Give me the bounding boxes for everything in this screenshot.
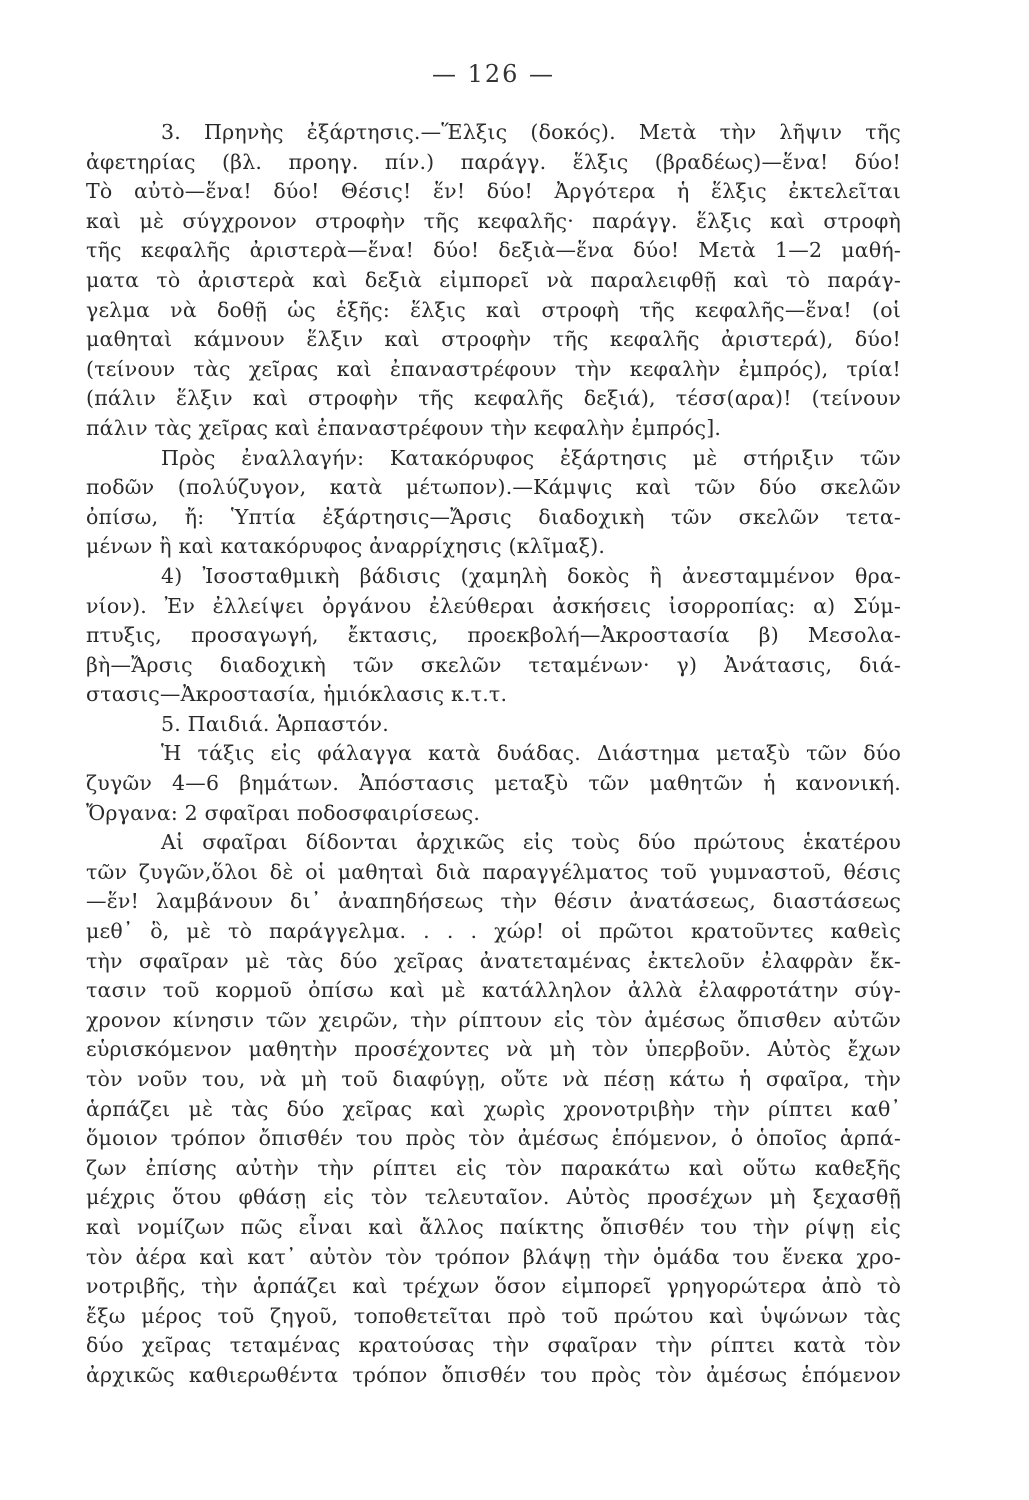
text-line: τῶν ζυγῶν,ὅλοι δὲ οἱ μαθηταὶ διὰ παραγγέλματος τοῦ γυμναστοῦ, θέσις [86, 859, 901, 884]
text-line: ὅμοιον τρόπον ὄπισθέν του πρὸς τὸν ἀμέσως ἑπόμενον, ὁ ὁποῖος ἁρπά- [86, 1126, 901, 1151]
text-line: ὀπίσω, ἤ: Ὑπτία ἐξάρτησις—Ἄρσις διαδοχικὴ τῶν σκελῶν τετα- [86, 504, 901, 529]
text-line: ματα τὸ ἀριστερὰ καὶ δεξιὰ εἰμπορεῖ νὰ παραλειφθῇ καὶ τὸ παράγ- [86, 267, 901, 292]
text-line: μέχρις ὅτου φθάσῃ εἰς τὸν τελευταῖον. Αὐτὸς προσέχων μὴ ξεχασθῇ [86, 1185, 901, 1210]
text-line: 4) Ἰσοσταθμικὴ βάδισις (χαμηλὴ δοκὸς ἢ ἀνεσταμμένον θρα- [161, 563, 901, 588]
text-line: γελμα νὰ δοθῇ ὡς ἑξῆς: ἕλξις καὶ στροφὴ τῆς κεφαλῆς—ἕνα! (οἱ [86, 297, 901, 322]
text-line: 5. Παιδιά. Ἁρπαστόν. [161, 711, 389, 736]
text-line: χρονον κίνησιν τῶν χειρῶν, τὴν ρίπτουν εἰς τὸν ἀμέσως ὄπισθεν αὐτῶν [86, 1007, 901, 1032]
text-line: τὸν ἀέρα καὶ κατ᾽ αὐτὸν τὸν τρόπον βλάψῃ τὴν ὁμάδα του ἕνεκα χρο- [86, 1244, 901, 1269]
text-line: μένων ἢ καὶ κατακόρυφος ἀναρρίχησις (κλῖμαξ). [86, 534, 606, 559]
text-line: στασις—Ἀκροστασία, ἡμιόκλασις κ.τ.τ. [86, 682, 508, 707]
text-line: τὴν σφαῖραν μὲ τὰς δύο χεῖρας ἀνατεταμένας ἐκτελοῦν ἐλαφρὰν ἔκ- [86, 948, 901, 973]
text-line: τὸν νοῦν του, νὰ μὴ τοῦ διαφύγῃ, οὔτε νὰ πέσῃ κάτω ἡ σφαῖρα, τὴν [86, 1067, 901, 1091]
text-line: μεθ᾽ ὃ, μὲ τὸ παράγγελμα. . . . χώρ! οἱ πρῶτοι κρατοῦντες καθεὶς [86, 919, 901, 944]
body-text [86, 118, 901, 1391]
text-line: μαθηταὶ κάμνουν ἕλξιν καὶ στροφὴν τῆς κεφαλῆς ἀριστερά), δύο! [86, 327, 901, 352]
text-line: Τὸ αὐτὸ—ἕνα! δύο! Θέσις! ἕν! δύο! Ἀργότερα ἡ ἕλξις ἐκτελεῖται [86, 179, 901, 204]
text-line: ζυγῶν 4—6 βημάτων. Ἀπόστασις μεταξὺ τῶν μαθητῶν ἡ κανονική. [86, 771, 901, 796]
text-line: 3. Πρηνὴς ἐξάρτησις.—Ἕλξις (δοκός). Μετὰ τὴν λῆψιν τῆς [161, 120, 901, 144]
text-line: ἔξω μέρος τοῦ ζηγοῦ, τοποθετεῖται πρὸ τοῦ πρώτου καὶ ὑψώνων τὰς [86, 1303, 901, 1328]
text-line: (πάλιν ἕλξιν καὶ στροφὴν τῆς κεφαλῆς δεξιά), τέσσ(αρα)! (τείνουν [86, 386, 901, 411]
text-line: (τείνουν τὰς χεῖρας καὶ ἐπαναστρέφουν τὴν κεφαλὴν ἐμπρός), τρία! [86, 356, 901, 381]
text-line: ἀρχικῶς καθιερωθέντα τρόπον ὄπισθέν του πρὸς τὸν ἀμέσως ἑπόμενον [86, 1362, 901, 1387]
text-line: Πρὸς ἐναλλαγήν: Κατακόρυφος ἐξάρτησις μὲ στήριξιν τῶν [161, 445, 901, 470]
text-line: πτυξις, προσαγωγή, ἔκτασις, προεκβολή—Ἀκροστασία β) Μεσολα- [86, 623, 901, 648]
text-line: Αἱ σφαῖραι δίδονται ἀρχικῶς εἰς τοὺς δύο πρώτους ἑκατέρου [161, 830, 901, 855]
text-line: νοτριβῆς, τὴν ἁρπάζει καὶ τρέχων ὅσον εἰμπορεῖ γρηγορώτερα ἀπὸ τὸ [86, 1274, 901, 1299]
text-line: ἁρπάζει μὲ τὰς δύο χεῖρας καὶ χωρὶς χρονοτριβὴν τὴν ρίπτει καθ᾽ [86, 1096, 901, 1121]
text-line: δύο χεῖρας τεταμένας κρατούσας τὴν σφαῖραν τὴν ρίπτει κατὰ τὸν [86, 1333, 901, 1358]
text-line: πάλιν τὰς χεῖρας καὶ ἐπαναστρέφουν τὴν κεφαλὴν ἐμπρός]. [86, 415, 722, 440]
text-line: τασιν τοῦ κορμοῦ ὀπίσω καὶ μὲ κατάλληλον ἀλλὰ ἐλαφροτάτην σύγ- [86, 978, 901, 1003]
text-line: τῆς κεφαλῆς ἀριστερὰ—ἕνα! δύο! δεξιὰ—ἕνα δύο! Μετὰ 1—2 μαθή- [86, 238, 901, 263]
text-line: νίον). Ἐν ἐλλείψει ὀργάνου ἐλεύθεραι ἀσκήσεις ἰσορροπίας: α) Σύμ- [86, 593, 901, 618]
text-line: Ὄργανα: 2 σφαῖραι ποδοσφαιρίσεως. [86, 800, 481, 825]
text-line: ἀφετηρίας (βλ. προηγ. πίν.) παράγγ. ἕλξις (βραδέως)—ἕνα! δύο! [86, 149, 901, 174]
text-line: εὑρισκόμενον μαθητὴν προσέχοντες νὰ μὴ τὸν ὑπερβοῦν. Αὐτὸς ἔχων [86, 1037, 901, 1062]
text-line: Ἡ τάξις εἰς φάλαγγα κατὰ δυάδας. Διάστημα μεταξὺ τῶν δύο [161, 741, 901, 766]
text-line: ζων ἐπίσης αὐτὴν τὴν ρίπτει εἰς τὸν παρακάτω καὶ οὕτω καθεξῆς [86, 1155, 901, 1180]
text-line: ποδῶν (πολύζυγον, κατὰ μέτωπον).—Κάμψις καὶ τῶν δύο σκελῶν [86, 475, 901, 500]
text-line: καὶ μὲ σύγχρονον στροφὴν τῆς κεφαλῆς· παράγγ. ἕλξις καὶ στροφὴ [86, 208, 901, 233]
text-line: καὶ νομίζων πῶς εἶναι καὶ ἄλλος παίκτης ὄπισθέν του τὴν ρίψῃ εἰς [86, 1214, 901, 1239]
page-number: — 126 — [431, 60, 556, 88]
text-line: βὴ—Ἄρσις διαδοχικὴ τῶν σκελῶν τεταμένων· γ) Ἀνάτασις, διά- [86, 652, 901, 677]
text-line: —ἕν! λαμβάνουν δι᾽ ἀναπηδήσεως τὴν θέσιν ἀνατάσεως, διαστάσεως [86, 889, 901, 914]
